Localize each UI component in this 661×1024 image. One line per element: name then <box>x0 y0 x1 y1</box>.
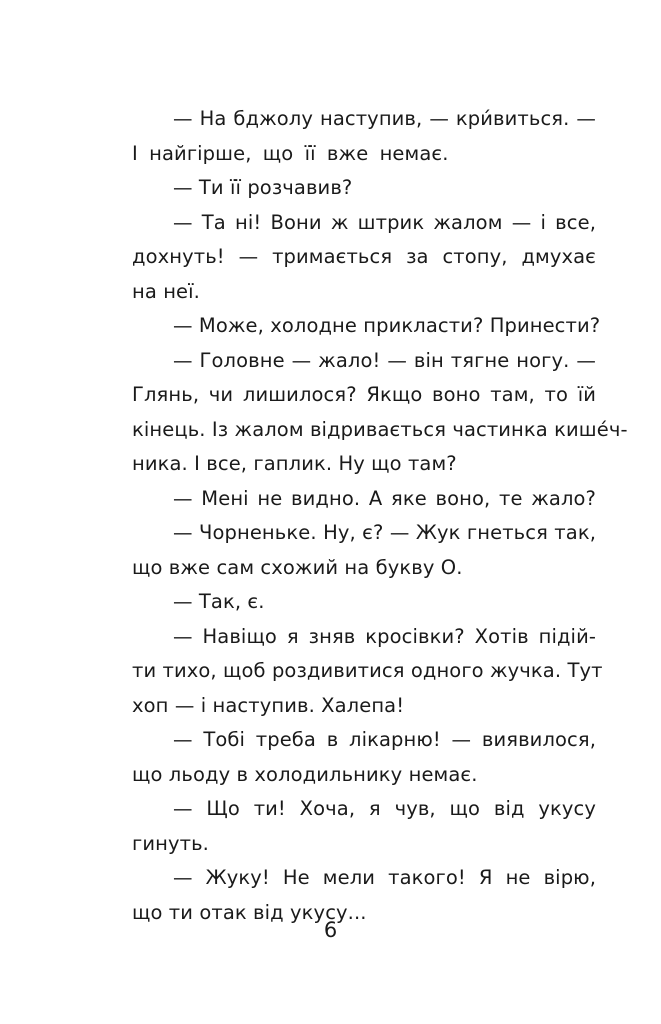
text-line: кінець. Із жалом відривається частинка кише́ч- <box>132 417 628 441</box>
text-line: на неї. <box>132 279 200 303</box>
text-line: — Жуку! Не мели такого! Я не вірю, <box>173 866 596 889</box>
text-line: — Так, є. <box>173 590 265 613</box>
text-line: — На бджолу наступив, — кри́виться. — <box>173 107 596 130</box>
text-line: дохнуть! — тримається за стопу, дмухає <box>132 245 596 268</box>
text-line: ника. І все, гаплик. Ну що там? <box>132 452 457 475</box>
text-line: що ти отак від укусу... <box>132 900 367 924</box>
text-line: що льоду в холодильнику немає. <box>132 762 478 786</box>
text-line: — Тобі треба в лікарню! — виявилося, <box>173 728 596 751</box>
text-line: — Головне — жало! — він тягне ногу. — <box>173 348 596 372</box>
page-number: 6 <box>323 918 338 942</box>
text-line: — Що ти! Хоча, я чув, що від укусу <box>173 797 596 820</box>
text-line: — Мені не видно. А яке воно, те жало? <box>173 486 596 510</box>
text-line: хоп — і наступив. Халепа! <box>132 693 405 717</box>
text-line: що вже сам схожий на букву О. <box>132 555 463 579</box>
text-line: Глянь, чи лишилося? Якщо воно там, то їй <box>132 383 596 406</box>
text-line: — Навіщо я зняв кросівки? Хотів підій- <box>173 624 596 648</box>
text-line: гинуть. <box>132 831 209 855</box>
text-line: ти тихо, щоб роздивитися одного жучка. Тут <box>132 659 603 682</box>
text-line: — Може, холодне прикласти? Принести? <box>173 314 601 337</box>
text-line: І найгірше, що її вже немає. <box>132 141 449 165</box>
text-line: — Та ні! Вони ж штрик жалом — і все, <box>173 210 596 234</box>
text-line: — Чорненьке. Ну, є? — Жук гнеться так, <box>173 521 596 544</box>
page-body <box>132 102 628 930</box>
text-line: — Ти її розчавив? <box>173 176 353 199</box>
